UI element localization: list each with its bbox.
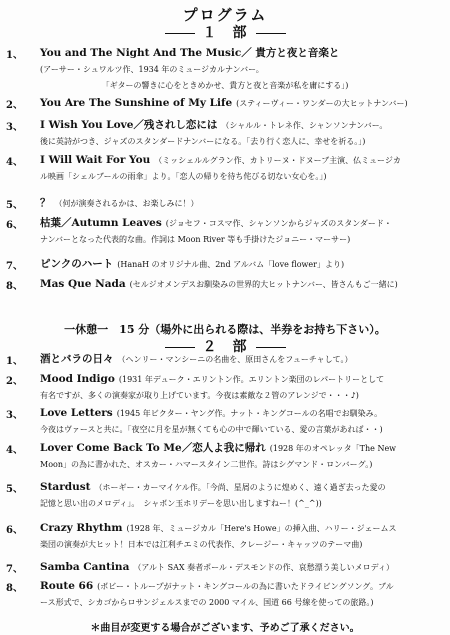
song-title: ピンクのハート bbox=[40, 258, 114, 270]
item-title-line bbox=[40, 96, 446, 111]
page-title: プログラム bbox=[182, 6, 268, 24]
item-title-line bbox=[40, 441, 446, 456]
song-title: Love Letters bbox=[40, 407, 113, 419]
item-title-line bbox=[40, 46, 446, 61]
rule-left bbox=[165, 33, 195, 34]
song-title: Stardust bbox=[40, 481, 91, 493]
song-title: Mas Que Nada bbox=[40, 278, 126, 290]
part1-label: １ 部 bbox=[202, 25, 248, 41]
song-note: (スティーヴィー・ワンダーの大ヒットナンバー) bbox=[236, 99, 408, 108]
item-title-line bbox=[40, 118, 446, 133]
song-title: Samba Cantina bbox=[40, 561, 130, 573]
item-number: 2、 bbox=[6, 100, 23, 111]
song-note: (1928 年、ミュージカル「Here's Howe」の挿入曲、ハリー・ジェームス bbox=[126, 524, 397, 533]
item-number: 2、 bbox=[6, 376, 23, 387]
item-title-line bbox=[40, 560, 446, 575]
item-description: ナンバーとなった代表的な曲。作詞は Moon River 等も手掛けたジョニー・マーサー) bbox=[40, 235, 351, 244]
song-note: (1931 年デューク・エリントン作。エリントン楽団のレパートリーとして bbox=[118, 375, 385, 384]
rule-right bbox=[256, 33, 286, 34]
item-description: (アーサー・シュワルツ作、1934 年のミュージカルナンバー。 bbox=[40, 65, 264, 74]
item-number: 6、 bbox=[6, 525, 23, 536]
item-number: 4、 bbox=[6, 445, 23, 456]
song-title: Route 66 bbox=[40, 580, 94, 592]
song-note: （ヘンリー・マンシーニの名曲を、原田さんをフューチャして。） bbox=[117, 355, 353, 364]
item-title-line bbox=[40, 480, 446, 495]
item-number: 5、 bbox=[6, 200, 23, 211]
song-note: (1945 年ビクター・ヤング作。ナット・キングコールの名唱でお馴染み。 bbox=[116, 409, 383, 418]
item-title-line bbox=[40, 216, 446, 231]
song-note: (HanaH のオリジナル曲、2nd アルバム「love flower」より) bbox=[117, 260, 345, 269]
item-number: 7、 bbox=[6, 261, 23, 272]
song-title: 枯葉／Autumn Leaves bbox=[40, 217, 162, 229]
item-number: 6、 bbox=[6, 220, 23, 231]
footer-note: ＊曲目が変更する場合がございます、予めご了承ください。 bbox=[90, 623, 360, 634]
part1-heading bbox=[0, 22, 450, 42]
item-title-line bbox=[40, 153, 446, 168]
song-note: （ミッシェルルグラン作、カトリーヌ・ドヌーブ主演、仏ミュージカ bbox=[154, 156, 401, 165]
song-title: Crazy Rhythm bbox=[40, 522, 123, 534]
part2-label: ２ 部 bbox=[202, 339, 248, 355]
item-number: 5、 bbox=[6, 484, 23, 495]
song-title: ？ bbox=[40, 197, 51, 209]
item-description: 後に英詩がつき、ジャズのスタンダードナンバーになる。「去り行く恋人に、幸せを祈る。」) bbox=[40, 137, 366, 146]
song-title: You and The Night And The Music／ 貴方と夜と音楽と bbox=[40, 47, 340, 59]
item-description: Moon」の為に書かれた、オスカー・ハマースタイン二世作。詩はシグマンド・ロンバーグ。) bbox=[40, 460, 373, 469]
item-description: 今夜はヴァースと共に。「夜空に月を星が無くても心の中で輝いている、愛の言葉があれば・・) bbox=[40, 425, 383, 434]
item-number: 7、 bbox=[6, 564, 23, 575]
song-note: （アルト SAX 奏者ポール・デスモンドの作、哀愁漂う美しいメロディ） bbox=[133, 563, 394, 572]
song-title: Lover Come Back To Me／恋人よ我に帰れ bbox=[40, 442, 266, 454]
item-title-line bbox=[40, 372, 446, 387]
rule-left bbox=[165, 347, 195, 348]
song-note: （ホーギー・カーマイケル作。「今尚、星屑のように煌めく、遠く過ぎ去った愛の bbox=[94, 483, 386, 492]
item-number: 3、 bbox=[6, 122, 23, 133]
song-note: （シャルル・トレネ作、シャンソンナンバー。 bbox=[221, 121, 388, 130]
item-number: 8、 bbox=[6, 281, 23, 292]
song-note: (1928 年のオペレッタ「The New bbox=[269, 444, 397, 453]
item-number: 8、 bbox=[6, 583, 23, 594]
item-number: 3、 bbox=[6, 410, 23, 421]
item-title-line bbox=[40, 277, 446, 292]
item-description: 有名ですが、多くの演奏家が取り上げています。今夜は素敵な２管のアレンジで・・・♪) bbox=[40, 391, 359, 400]
item-description: 「ギターの響きに心をときめかせ、貴方と夜と音楽が私を庸にする」) bbox=[101, 81, 349, 90]
item-description: ース形式で、シカゴからロサンジェルスまでの 2000 マイル、国道 66 号線を使っての旅路。) bbox=[40, 598, 374, 607]
song-title: I Wish You Love／残されし恋には bbox=[40, 119, 218, 131]
item-number: 1、 bbox=[6, 50, 23, 61]
song-title: 酒とバラの日々 bbox=[40, 353, 114, 365]
item-title-line bbox=[40, 352, 446, 367]
item-title-line bbox=[40, 579, 446, 594]
item-number: 4、 bbox=[6, 157, 23, 168]
item-description: 記憶と思い出のメロディ」。 シャボン玉ホリデーを思い出しますねー！(^_^)) bbox=[40, 499, 322, 508]
song-title: You Are The Sunshine of My Life bbox=[40, 97, 233, 109]
song-note: (ジョセフ・コスマ作、シャンソンからジャズのスタンダード・ bbox=[165, 219, 392, 228]
item-description: 楽団の演奏が大ヒット！日本では江利チエミの代表作、クレージー・キャッツのテーマ曲) bbox=[40, 540, 363, 549]
song-title: I Will Wait For You bbox=[40, 154, 151, 166]
song-note: （何が演奏されるかは、お楽しみに！） bbox=[54, 199, 199, 208]
item-title-line bbox=[40, 196, 446, 211]
song-note: (セルジオメンデスお馴染みの世界的大ヒットナンバー、皆さんもご一緒に) bbox=[129, 280, 398, 289]
item-number: 1、 bbox=[6, 356, 23, 367]
item-description: ル映画「シェルブールの雨傘」より。「恋人の帰りを待ち侘びる切ない女心を。」) bbox=[40, 172, 327, 181]
song-title: Mood Indigo bbox=[40, 373, 115, 385]
intermission-note: 一休憩一 15 分（場外に出られる際は、半券をお持ち下さい）。 bbox=[64, 323, 386, 336]
item-title-line bbox=[40, 521, 446, 536]
rule-right bbox=[256, 347, 286, 348]
song-note: (ボビー・トループがナット・キングコールの為に書いたドライビングソング。ブル bbox=[97, 582, 394, 591]
item-title-line bbox=[40, 406, 446, 421]
item-title-line bbox=[40, 257, 446, 272]
